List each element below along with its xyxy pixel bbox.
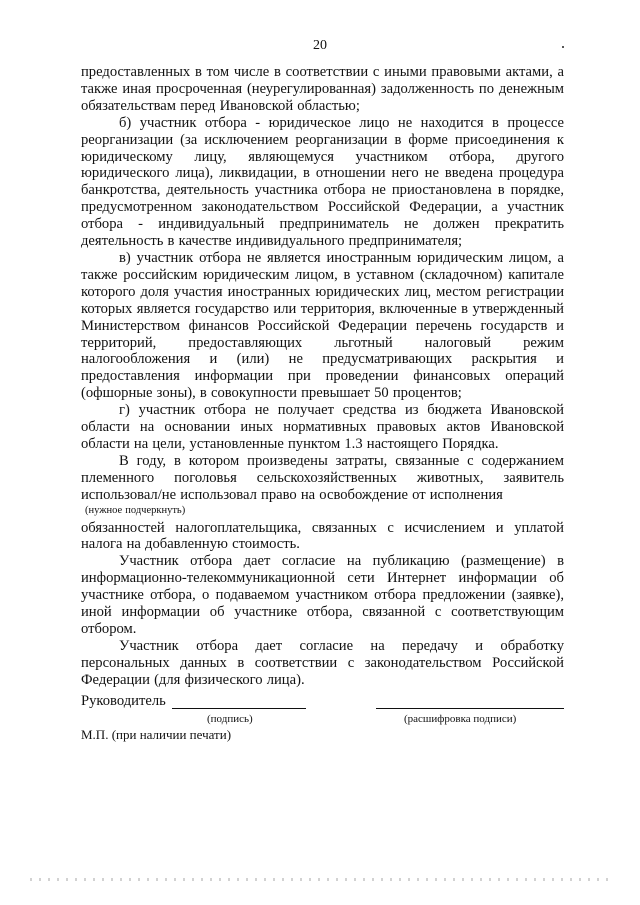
signature-decoding-line — [376, 708, 564, 709]
paragraph-personal-data-consent: Участник отбора дает согласие на передачу и обработку персональных данных в соответствии с законодательством Российской Федерации (для физического лица). — [81, 637, 564, 688]
signature-line — [172, 708, 306, 709]
page-number: 20 — [313, 38, 327, 53]
document-body — [81, 64, 564, 689]
stamp-place: М.П. (при наличии печати) — [81, 727, 232, 742]
signature-decoding-caption: (расшифровка подписи) — [404, 713, 517, 725]
paragraph-vat-choice: В году, в котором произведены затраты, связанные с содержанием племенного поголовья сельскохозяйственных животных, заявитель использовал/не использовал право на освобождение от исполнения — [81, 452, 564, 503]
paragraph-item-g: г) участник отбора не получает средства из бюджета Ивановской области на основании иных нормативных правовых актов Ивановской области на цели, установленные пунктом 1.3 настоящего Порядка. — [81, 402, 564, 452]
scan-noise — [30, 878, 610, 881]
paragraph-publication-consent: Участник отбора дает согласие на публикацию (размещение) в информационно-телекоммуникационной сети Интернет информации об участнике отбора, о подаваемом участником отбора предложении (заявке), иной информации об участнике отбора, связанной с соответствующим отбором. — [81, 553, 564, 637]
signature-label: Руководитель — [81, 693, 166, 709]
underline-note: (нужное подчеркнуть) — [85, 504, 186, 516]
scan-speck — [562, 46, 564, 48]
paragraph-item-b: б) участник отбора - юридическое лицо не находится в процессе реорганизации (за исключением реорганизации в форме присоединения к юридическому лицу, являющемуся участником отбора, другого юридического лица), ликвидации, в отношении него не введена процедура банкротства, деятельность участника отбора не приостановлена в порядке, предусмотренном законодательством Российской Федерации, а участник отбора - индивидуальный предприниматель не должен прекратить деятельность в качестве индивидуального предпринимателя; — [81, 114, 564, 250]
signature-block — [81, 693, 564, 713]
paragraph-item-v: в) участник отбора не является иностранным юридическим лицом, а также российским юридическим лицом, в уставном (складочном) капитале которого доля участия иностранных юридических лиц, местом регистрации которых является государство или территория, включенные в утвержденный Министерством финансов Российской Федерации перечень государств и территорий, предоставляющих льготный налоговый режим налогообложения и (или) не предусматривающих раскрытия и предоставления информации при проведении финансовых операций (офшорные зоны), в совокупности превышает 50 процентов; — [81, 249, 564, 402]
paragraph-vat-choice-end: обязанностей налогоплательщика, связанных с исчислением и уплатой налога на добавленную стоимость. — [81, 519, 564, 553]
paragraph-continuation: предоставленных в том числе в соответствии с иными правовыми актами, а также иная просроченная (неурегулированная) задолженность по денежным обязательствам перед Ивановской областью; — [81, 64, 564, 114]
signature-caption: (подпись) — [207, 713, 253, 725]
